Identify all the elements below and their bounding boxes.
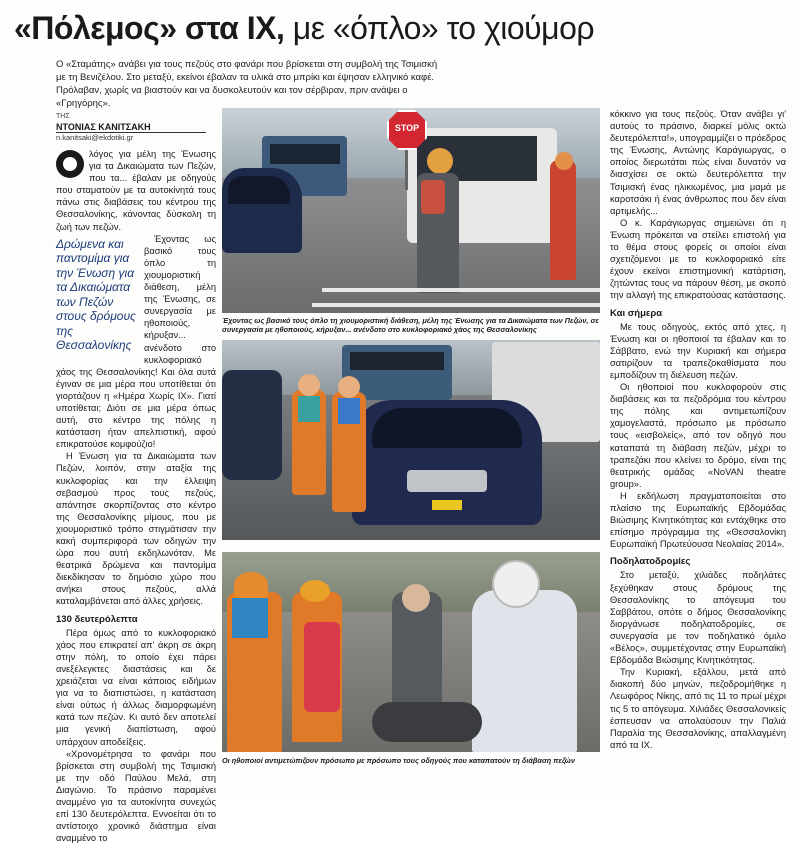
col3-para-4: Οι ηθοποιοί που κυκλοφορούν στις διαβάσεις και τα πεζοδρόμια του κέντρου της πόλης και αντιμετωπίζουν χαμογελαστά, πρόσωπο με πρόσωπο τους «εισβολείς», από τον οδηγό που καταπατά τη διάβαση πεζών, μέχρι το τραπεζάκι που κλείνει το δρόμο, είναι της θεατρικής ομάδας «NoVAN theatre group».	[610, 382, 786, 489]
col3-para-5: Η εκδήλωση πραγματοποιείται στο πλαίσιο της Ευρωπαϊκής Εβδομάδας Βιώσιμης Κινητικότητας και εντάχθηκε στο επίσημο πρόγραμμα της «Θεσσαλονίκη Ευρωπαϊκή Πρωτεύουσα Νεολαίας 2014».	[610, 490, 786, 550]
photo-mimes-blocking-car	[222, 340, 600, 540]
photo-3-caption: Οι ηθοποιοί αντιμετώπιζουν πρόσωπο με πρόσωπο τους οδηγούς που καταπατούν τη διάβαση πεζών	[222, 756, 575, 765]
col1-subhead: 130 δευτερόλεπτα	[56, 613, 138, 625]
photo-1-caption: Έχοντας ως βασικό τους όπλο τη χιουμοριστική διάθεση, μέλη της Ένωσης για τα Δικαιώματα των Πεζών, σε συνεργασία με ηθοποιούς, κήρυξαν... ανένδοτο στο κυκλοφοριακό χάος της Θεσσαλονίκης	[222, 316, 599, 334]
col3-para-2: Ο κ. Καράγιωργας σημειώνει ότι η Ένωση πρόκειται να στείλει επιστολή για το θέμα στους φορείς οι οποίοι είναι σχετιζόμενοι με το κυκλοφοριακό είτε έχουν εκείνοι επιστημονική κατάρτιση, ζητώντας τους να πάρουν θέση, με σκοπό την αλλαγή της επικρατούσας κατάστασης.	[610, 217, 786, 301]
col1-para-4: Πέρα όμως από το κυκλοφοριακό χάος που επικρατεί απ' άκρη σε άκρη στην πόλη, το οποίο έχει πάρει ανεξέλεγκτες διαστάσεις και δε χρειάζεται να είναι κάποιος ειδήμων για να το διαπιστώσει, η κατάσταση είναι ούτως ή άλλως διαμορφωμένη κατά των πεζών. Κι αυτό δεν αποτελεί μια γενική διαπίστωση, αφού υπάρχουν αποδείξεις.	[56, 627, 216, 747]
stop-sign-text: STOP	[394, 123, 420, 133]
text-column-1	[56, 148, 216, 844]
col3-subhead-1: Και σήμερα	[610, 307, 663, 319]
col1-para-3: Η Ένωση για τα Δικαιώματα των Πεζών, λοιπόν, στην αταξία της κυκλοφορίας και την έλλειψη σεβασμού προς τους πεζούς, απάντησε σκορπίζοντας στο κέντρο της Θεσσαλονίκης μίμους, που με χιουμοριστικό τρόπο στιγμάτισαν την κακή συμπεριφορά των οδηγών την ώρα που αυτή εκδηλωνόταν. Με θεατρικά δρώμενα και παντομίμα διεκδίκησαν το δημόσιο χώρο που ανήκει στους πεζούς, αλλά καταλαμβάνεται από άλλες χρήσεις.	[56, 451, 216, 607]
title-bold: «Πόλεμος» στα ΙΧ,	[14, 10, 285, 46]
col3-subhead-2: Ποδηλατοδρομίες	[610, 556, 691, 568]
byline-email: n.kanitsaki@ekdotiki.gr	[56, 133, 134, 142]
col3-para-6: Στο μεταξύ, χιλιάδες ποδηλάτες ξεχύθηκαν στους δρόμους της Θεσσαλονίκης το απόγευμα του Σαββάτου, οπότε ο δήμος Θεσσαλονίκης διοργάνωσε ποδηλατοδρομίες, σε συνεργασία με τον ποδηλατικό όμιλο «Βέλος», συμμετέχοντας στην Ευρωπαϊκή Εβδομάδα Βιώσιμης Κινητικότητας.	[610, 570, 786, 666]
title-rest: με «όπλο» το χιούμορ	[284, 10, 595, 46]
article-title	[14, 8, 794, 48]
col3-para-1: κόκκινο για τους πεζούς. Όταν ανάβει γι' αυτούς το πράσινο, διαρκεί μόλις οκτώ δευτερόλεπτα!», υπογραμμίζει ο πρόεδρος της Ένωσης, Αντώνης Καράγιωργας, ο οποίος διερωτάται πώς είναι δυνατόν να διασχίσει σε οκτώ δευτερόλεπτα την Τσιμισκή ένας ηλικιωμένος, μια μαμά με καροτσάκι ή ένας άνθρωπος που δεν είναι αρτιμελής...	[610, 109, 786, 216]
article-standfirst: Ο «Σταμάτης» ανάβει για τους πεζούς στο φανάρι που βρίσκεται στη συμβολή της Τσιμισκή με τη Βενιζέλου. Στο μεταξύ, εκείνοι έβαλαν τα υλικά στο μπρίκι και έψησαν ελληνικό καφέ. Πρόλαβαν, χωρίς να βιαστούν και να δυσκολευτούν και τον σέρβιραν, πριν ανάψει ο «Γρηγόρης».	[56, 59, 438, 109]
dropcap-o	[56, 150, 84, 178]
photo-mimes-facing-motorcyclist	[222, 552, 600, 752]
col3-para-3: Με τους οδηγούς, εκτός από χτες, η Ένωση και οι ηθοποιοί τα έβαλαν και το Σάββατο, ενώ την Κυριακή και σήμερα σατιρίζουν τα τραπεζοκαθίσματα που εμποδίζουν τη διέλευση πεζών.	[610, 321, 786, 380]
col3-para-7: Την Κυριακή, εξάλλου, μετά από διακοπή δύο μηνών, πεζοδρομήθηκε η Λεωφόρος Νίκης, από τις 11 το πρωί μέχρι τις 5 το απόγευμα. Χιλιάδες Θεσσαλονικείς έσπευσαν να απολαύσουν την Παλιά Παραλία της Θεσσαλονίκης, απαλλαγμένη από τα ΙΧ.	[610, 667, 786, 750]
col1-para-1: λόγος για μέλη της Ένωσης για τα Δικαιώματα των Πεζών, που τα... έβαλαν με οδηγούς που σταματούν με τα αυτοκίνητά τους πάνω στις διαβάσεις του κέντρου της Θεσσαλονίκης, κάνοντας δύσκολη τη ζωή των πεζών.	[56, 149, 216, 232]
text-column-3	[610, 108, 786, 793]
byline	[56, 112, 206, 143]
byline-prefix: ΤΗΣ	[56, 113, 70, 120]
pull-quote: Δρώμενα και παντομίμα για την Ένωση για τα Δικαιώματα των Πεζών στους δρόμους της Θεσσαλονίκης	[56, 236, 136, 353]
byline-author: ΝΤΟΝΙΑΣ ΚΑΝΙΤΣΑΚΗ	[56, 122, 206, 133]
col1-para-5: «Χρονομέτρησα το φανάρι που βρίσκεται στη συμβολή της Τσιμισκή με την οδό Παύλου Μελά, στη Διαγώνιο. Το πράσινο παραμένει αναμμένο για τα αυτοκίνητα συνεχώς επί 130 δευτερόλεπτα. Εννοείται ότι το αντίστοιχο χρονικό διάστημα είναι αναμμένο το	[56, 748, 216, 844]
col1-para-2: Έχοντας ως βασικό τους όπλο τη χιουμοριστική διάθεση, μέλη της Ένωσης, σε συνεργασία με ηθοποιούς, κήρυξαν... ανένδοτο στο κυκλοφοριακό χάος της Θεσσαλονίκης! Και όλα αυτά έγιναν σε μια μέρα που υποτίθεται ότι γιορτάζουν η «Ημέρα Χωρίς ΙΧ». Γιατί υποτίθεται; Διότι σε μια μέρα όπως αυτή, στο κέντρο της πόλης η κατάσταση ήταν απελπιστική, αφού επικρατούσε κομφούζιο!	[56, 233, 216, 450]
photo-mime-with-stop-sign	[222, 108, 600, 313]
